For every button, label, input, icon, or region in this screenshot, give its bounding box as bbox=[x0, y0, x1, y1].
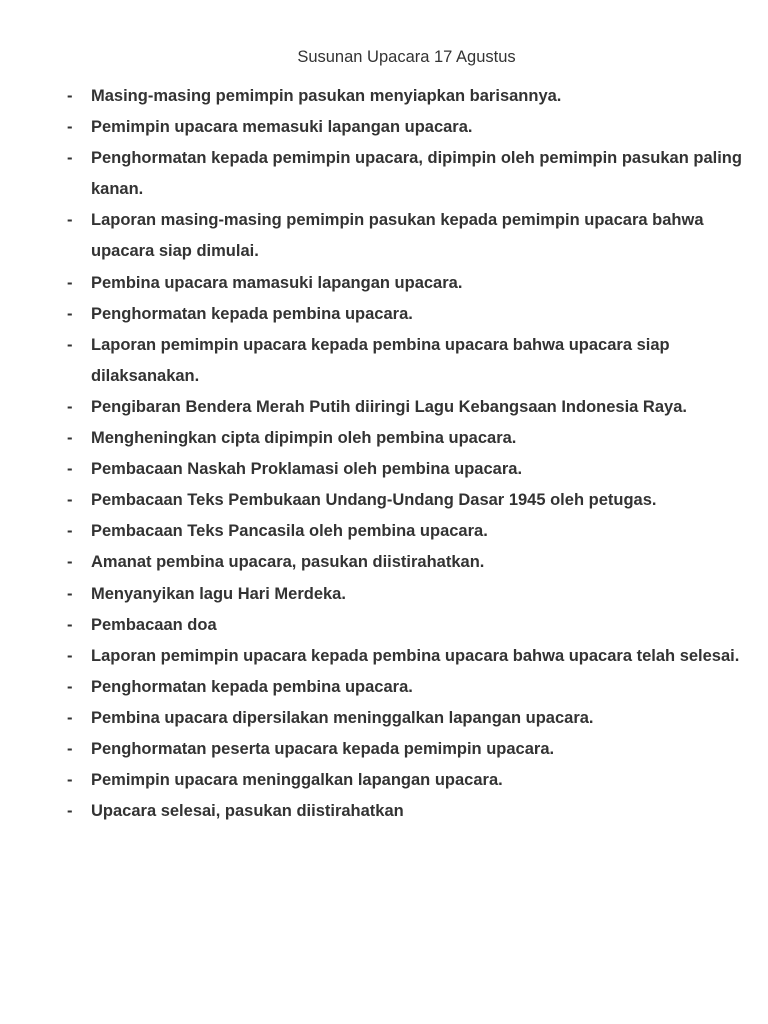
bullet-dash: - bbox=[67, 491, 73, 510]
list-item bbox=[0, 547, 768, 578]
list-item bbox=[0, 485, 768, 516]
list-item-text: Penghormatan kepada pembina upacara. bbox=[91, 304, 413, 323]
bullet-dash: - bbox=[67, 739, 73, 758]
list-item bbox=[0, 330, 768, 392]
list-item bbox=[0, 268, 768, 299]
bullet-dash: - bbox=[67, 615, 73, 634]
bullet-dash: - bbox=[67, 429, 73, 448]
list-item bbox=[0, 641, 768, 672]
list-item bbox=[0, 796, 768, 827]
bullet-dash: - bbox=[67, 273, 73, 292]
bullet-dash: - bbox=[67, 522, 73, 541]
list-item-text: Mengheningkan cipta dipimpin oleh pembina upacara. bbox=[91, 429, 517, 448]
list-item bbox=[0, 392, 768, 423]
bullet-dash: - bbox=[67, 584, 73, 603]
list-item-text: Masing-masing pemimpin pasukan menyiapkan barisannya. bbox=[91, 87, 562, 105]
document-title: Susunan Upacara 17 Agustus bbox=[297, 48, 516, 66]
bullet-dash: - bbox=[67, 211, 73, 230]
list-item-text: Upacara selesai, pasukan diistirahatkan bbox=[91, 802, 404, 821]
bullet-dash: - bbox=[67, 677, 73, 696]
list-item-text: Laporan pemimpin upacara kepada pembina upacara bahwa upacara telah selesai. bbox=[91, 646, 740, 665]
list-item-text: Penghormatan kepada pemimpin upacara, dipimpin oleh pemimpin pasukan paling kanan. bbox=[91, 149, 742, 199]
list-item-text: Menyanyikan lagu Hari Merdeka. bbox=[91, 584, 346, 603]
list-item-text: Pemimpin upacara meninggalkan lapangan upacara. bbox=[91, 771, 503, 790]
bullet-dash: - bbox=[67, 802, 73, 821]
bullet-dash: - bbox=[67, 118, 73, 137]
list-item-text: Pembina upacara mamasuki lapangan upacara. bbox=[91, 273, 463, 292]
list-item bbox=[0, 703, 768, 734]
bullet-dash: - bbox=[67, 460, 73, 479]
bullet-dash: - bbox=[67, 771, 73, 790]
list-item bbox=[0, 423, 768, 454]
list-item bbox=[0, 81, 768, 112]
list-item bbox=[0, 299, 768, 330]
bullet-dash: - bbox=[67, 708, 73, 727]
bullet-dash: - bbox=[67, 553, 73, 572]
list-item-text: Pembina upacara dipersilakan meninggalkan lapangan upacara. bbox=[91, 708, 594, 727]
list-item-text: Pembacaan Teks Pembukaan Undang-Undang Dasar 1945 oleh petugas. bbox=[91, 491, 657, 510]
bullet-dash: - bbox=[67, 335, 73, 354]
list-item bbox=[0, 610, 768, 641]
list-item bbox=[0, 672, 768, 703]
list-item-text: Penghormatan peserta upacara kepada pemimpin upacara. bbox=[91, 739, 555, 758]
bullet-dash: - bbox=[67, 646, 73, 665]
list-item bbox=[0, 765, 768, 796]
bullet-dash: - bbox=[67, 304, 73, 323]
list-item bbox=[0, 205, 768, 267]
bullet-dash: - bbox=[67, 397, 73, 416]
list-item bbox=[0, 516, 768, 547]
list-item-text: Amanat pembina upacara, pasukan diistirahatkan. bbox=[91, 553, 485, 572]
list-item-text: Pengibaran Bendera Merah Putih diiringi Lagu Kebangsaan Indonesia Raya. bbox=[91, 397, 687, 416]
list-item bbox=[0, 454, 768, 485]
list-item-text: Laporan masing-masing pemimpin pasukan kepada pemimpin upacara bahwa upacara siap dimulai. bbox=[91, 211, 704, 261]
list-item-text: Pembacaan doa bbox=[91, 615, 217, 634]
list-item-text: Laporan pemimpin upacara kepada pembina upacara bahwa upacara siap dilaksanakan. bbox=[91, 335, 670, 385]
list-item-text: Pemimpin upacara memasuki lapangan upacara. bbox=[91, 118, 473, 137]
list-item bbox=[0, 734, 768, 765]
list-item-text: Pembacaan Naskah Proklamasi oleh pembina upacara. bbox=[91, 460, 523, 479]
bullet-dash: - bbox=[67, 87, 73, 105]
list-item bbox=[0, 143, 768, 205]
list-item-text: Pembacaan Teks Pancasila oleh pembina upacara. bbox=[91, 522, 488, 541]
ceremony-steps-list bbox=[0, 81, 768, 827]
list-item-text: Penghormatan kepada pembina upacara. bbox=[91, 677, 413, 696]
list-item bbox=[0, 112, 768, 143]
bullet-dash: - bbox=[67, 149, 73, 168]
list-item bbox=[0, 579, 768, 610]
